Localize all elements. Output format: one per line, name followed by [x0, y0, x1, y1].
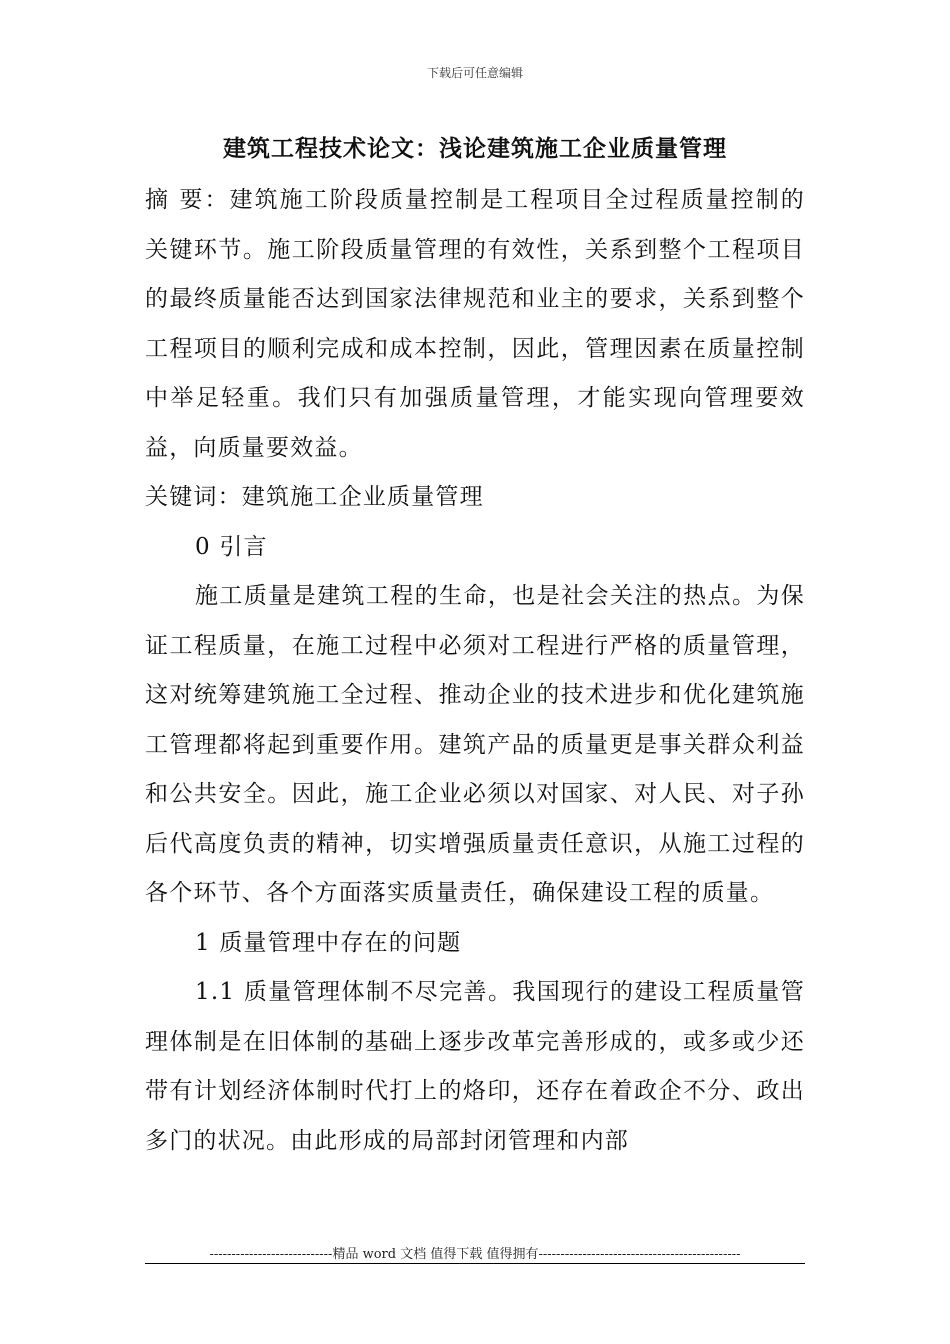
- abstract-paragraph: 摘 要：建筑施工阶段质量控制是工程项目全过程质量控制的关键环节。施工阶段质量管理的有效性，关系到整个工程项目的最终质量能否达到国家法律规范和业主的要求，关系到整个工程项目的顺利完成和成本控制，因此，管理因素在质量控制中举足轻重。我们只有加强质量管理，才能实现向管理要效益，向质量要效益。: [145, 187, 805, 461]
- section-heading-introduction: 0 引言: [195, 533, 268, 560]
- keywords-paragraph: 关键词：建筑施工企业质量管理: [145, 484, 484, 510]
- introduction-paragraph: 施工质量是建筑工程的生命，也是社会关注的热点。为保证工程质量，在施工过程中必须对工程进行严格的质量管理，这对统筹建筑施工全过程、推动企业的技术进步和优化建筑施工管理都将起到重要作用。建筑产品的质量更是事关群众利益和公共安全。因此，施工企业必须以对国家、对人民、对子孙后代高度负责的精神，切实增强质量责任意识，从施工过程的各个环节、各个方面落实质量责任，确保建设工程的质量。: [145, 583, 805, 906]
- section-heading-problems: 1 质量管理中存在的问题: [195, 929, 462, 956]
- header-note: 下载后可任意编辑: [426, 66, 523, 80]
- footer-divider: [145, 1263, 805, 1264]
- footer-text: ----------------------------精品 word 文档 值得下载 值得拥有----------------------------------------------: [209, 1247, 741, 1262]
- subsection-paragraph-1-1: 1.1 质量管理体制不尽完善。我国现行的建设工程质量管理体制是在旧体制的基础上逐步改革完善形成的，或多或少还带有计划经济体制时代打上的烙印，还存在着政企不分、政出多门的状况。由此形成的局部封闭管理和内部: [145, 979, 805, 1154]
- document-body: [145, 176, 805, 1166]
- document-title: 建筑工程技术论文：浅论建筑施工企业质量管理: [223, 135, 727, 162]
